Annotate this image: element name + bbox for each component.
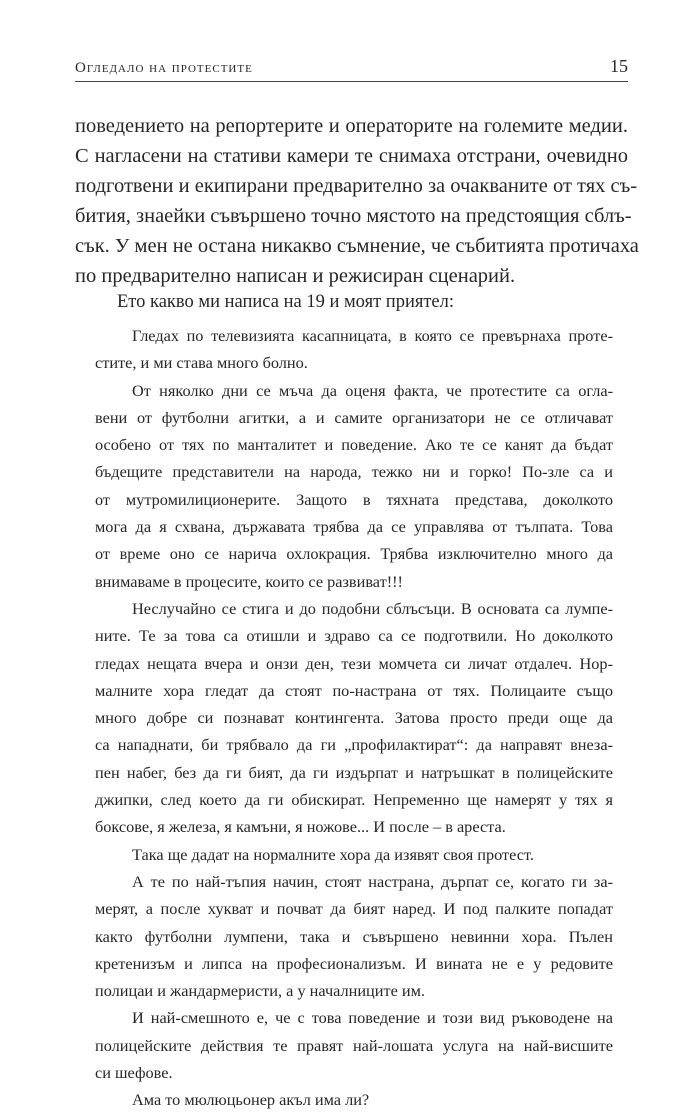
text-line: сък. У мен не остана никакво съмнение, че събитията протичаха bbox=[75, 235, 639, 257]
quote-line: От няколко дни се мъча да оценя факта, че протестите са огла- bbox=[132, 380, 613, 400]
quote-line: полицейските действия те правят най-лошата услуга на най-висшите bbox=[95, 1035, 613, 1055]
quote-line: кретенизъм и липса на професионализъм. И вината не е у редовите bbox=[95, 953, 613, 973]
quote-line: си шефове. bbox=[95, 1063, 173, 1083]
quote-line: внимаваме в процесите, които се развиват!!! bbox=[95, 571, 403, 591]
text-line: поведението на репортерите и операторите на големите медии. bbox=[75, 115, 628, 137]
text-line: подготвени и екипирани предварително за очакваните от тях съ- bbox=[75, 175, 638, 197]
quote-line: както футболни лумпени, така и съвършено невинни хора. Пълен bbox=[95, 926, 613, 946]
quote-line: джипки, след което да ги обискират. Непременно ще намерят у тях я bbox=[95, 790, 613, 810]
text-line: бития, знаейки съвършено точно мястото на предстоящия сблъ- bbox=[75, 205, 632, 227]
quote-intro: Ето какво ми написа на 19 и моят приятел: bbox=[117, 292, 455, 312]
quote-line: полицаи и жандармеристи, а у началниците им. bbox=[95, 981, 425, 1001]
quote-line: Неслучайно се стига и до подобни сблъсъци. В основата са лумпе- bbox=[132, 598, 613, 618]
quote-line: боксове, я железа, я камъни, я ножове... И после – в ареста. bbox=[95, 817, 506, 837]
quote-line: мога да я схвана, държавата трябва да се управлява от тълпата. Това bbox=[95, 517, 613, 537]
quote-line: гледах нещата вчера и онзи ден, тези момчета си личат отдалеч. Нор- bbox=[95, 653, 613, 673]
quote-line: стите, и ми става много болно. bbox=[95, 353, 308, 373]
running-title: Огледало на протестите bbox=[75, 60, 253, 76]
quote-line: Ама то мюлюцьонер акъл има ли? bbox=[132, 1090, 370, 1110]
page-header bbox=[75, 58, 628, 84]
header-rule bbox=[75, 81, 628, 82]
quote-line: бъдещите представители на народа, тежко ни и горко! По-зле са и bbox=[95, 462, 613, 482]
quote-line: мерят, а после хукват и почват да бият наред. И под палките попадат bbox=[95, 899, 613, 919]
text-line: С нагласени на стативи камери те снимаха отстрани, очевидно bbox=[75, 145, 628, 167]
quoted-message bbox=[95, 322, 613, 1114]
quote-line: И най-смешното е, че с това поведение и този вид ръководене на bbox=[132, 1008, 613, 1028]
quote-line: Гледах по телевизията касапницата, в която се превърнаха проте- bbox=[132, 326, 613, 345]
quote-line: пен набег, без да ги бият, да ги издърпат и натръшкат в полицейските bbox=[95, 762, 613, 782]
quote-line: вени от футболни агитки, а и самите организатори не се отличават bbox=[95, 407, 613, 427]
text-line: по предварително написан и режисиран сценарий. bbox=[75, 265, 516, 287]
page-number: 15 bbox=[610, 56, 628, 76]
quote-line: от мутромилиционерите. Защото в тяхната представа, доколкото bbox=[95, 489, 613, 509]
quote-line: ните. Те за това са отишли и здраво са се подготвили. Но доколкото bbox=[95, 626, 613, 646]
main-paragraph bbox=[75, 111, 639, 291]
quote-line: А те по най-тъпия начин, стоят настрана, дърпат се, когато ги за- bbox=[132, 871, 613, 891]
quote-line: са нападнати, би трябвало да ги „профилактират“: да направят внеза- bbox=[95, 735, 613, 755]
quote-line: малните хора гледат да стоят по-настрана от тях. Полицаите също bbox=[95, 680, 613, 700]
quote-line: особено от тях по манталитет и поведение. Ако те се канят да бъдат bbox=[95, 435, 613, 455]
quote-line: много добре си познават контингента. Затова просто преди още да bbox=[95, 708, 613, 728]
quote-line: Така ще дадат на нормалните хора да изявят своя протест. bbox=[132, 844, 534, 864]
quote-line: от време оно се нарича охлокрация. Трябва изключително много да bbox=[95, 544, 613, 564]
